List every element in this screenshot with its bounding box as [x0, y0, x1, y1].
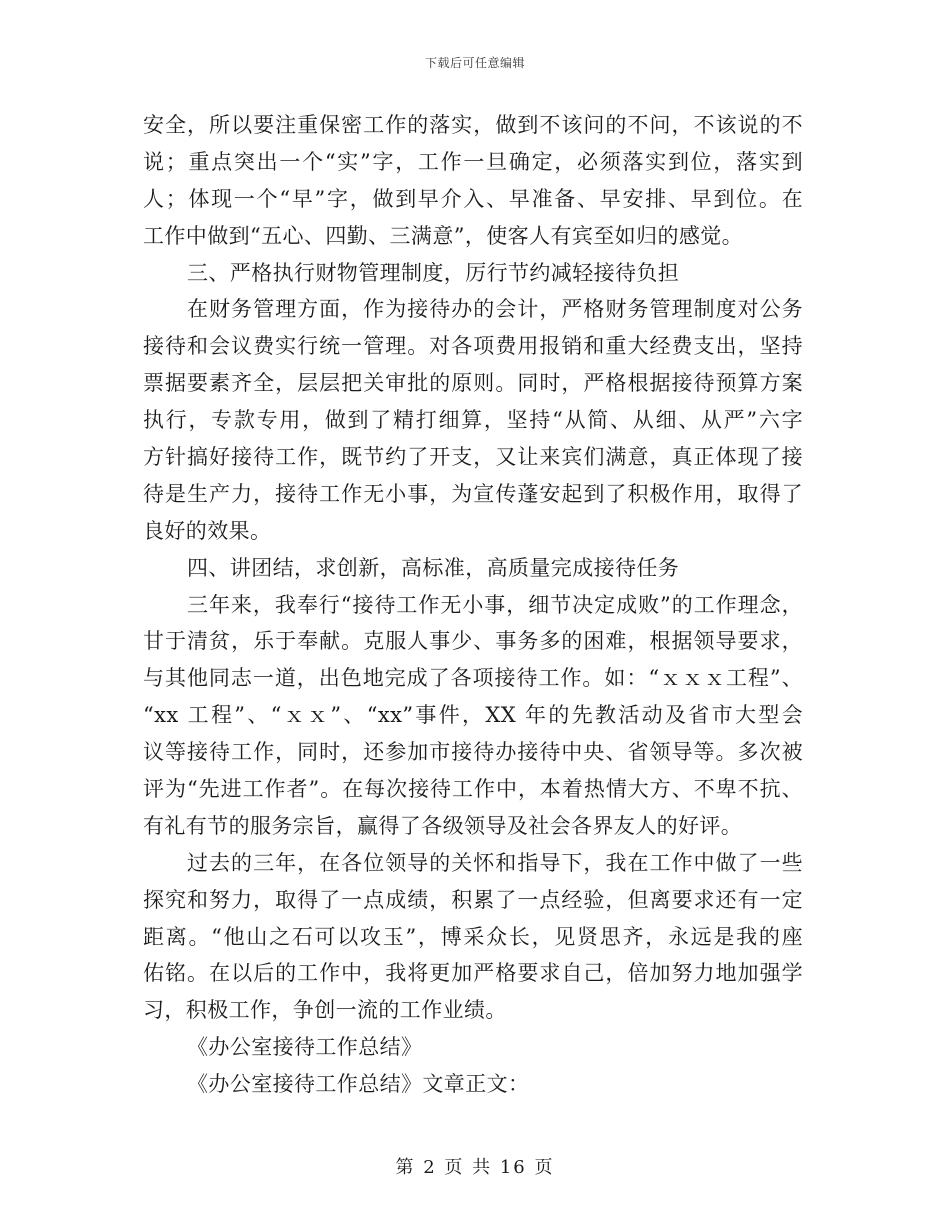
text-line: 过去的三年，在各位领导的关怀和指导下，我在工作中做了一些 [187, 850, 803, 875]
text-line: 《办公室接待工作总结》文章正文： [187, 1072, 530, 1097]
text-line: 习，积极工作，争创一流的工作业绩。 [143, 998, 507, 1023]
text-line: 安全，所以要注重保密工作的落实，做到不该问的不问，不该说的不 [143, 113, 803, 137]
text-line: 说；重点突出一个“实”字，工作一旦确定，必须落实到位，落实到 [143, 149, 803, 174]
text-line: 票据要素齐全，层层把关审批的原则。同时，严格根据接待预算方案 [143, 371, 803, 396]
text-line: 探究和努力，取得了一点成绩，积累了一点经验，但离要求还有一定 [143, 887, 803, 912]
text-line: 在财务管理方面，作为接待办的会计，严格财务管理制度对公务 [187, 297, 803, 322]
text-line: 执行，专款专用，做到了精打细算，坚持“从简、从细、从严”六字 [143, 408, 803, 433]
text-line: 工作中做到“五心、四勤、三满意”，使客人有宾至如归的感觉。 [143, 223, 744, 248]
text-line: 有礼有节的服务宗旨，赢得了各级领导及社会各界友人的好评。 [143, 813, 743, 838]
page-header: 下载后可任意编辑 [424, 56, 525, 70]
text-line: 待是生产力，接待工作无小事，为宣传蓬安起到了积极作用，取得了 [143, 481, 803, 506]
text-line: 佑铭。在以后的工作中，我将更加严格要求自己，倍加努力地加强学 [143, 961, 803, 986]
text-line: 距离。“他山之石可以攻玉”，博采众长，见贤思齐，永远是我的座 [143, 924, 803, 949]
text-line: 人；体现一个“早”字，做到早介入、早准备、早安排、早到位。在 [143, 186, 803, 211]
text-line: 《办公室接待工作总结》 [187, 1035, 423, 1060]
text-line: 良好的效果。 [143, 518, 272, 543]
text-line: 方针搞好接待工作，既节约了开支，又让来宾们满意，真正体现了接 [143, 445, 803, 470]
document-body [143, 107, 803, 1103]
text-line: 四、讲团结，求创新，高标准，高质量完成接待任务 [187, 555, 680, 580]
page-footer: 第 2 页 共 16 页 [395, 1157, 555, 1178]
text-line: 评为“先进工作者”。在每次接待工作中，本着热情大方、不卑不抗、 [143, 777, 803, 802]
text-line: 甘于清贫，乐于奉献。克服人事少、事务多的困难，根据领导要求， [143, 629, 803, 654]
text-line: 三、严格执行财物管理制度，厉行节约减轻接待负担 [187, 260, 680, 285]
text-line: 议等接待工作，同时，还参加市接待办接待中央、省领导等。多次被 [143, 740, 803, 765]
text-line: 三年来，我奉行“接待工作无小事，细节决定成败”的工作理念， [187, 592, 803, 617]
text-line: “xx 工程”、“ｘｘ”、“xx”事件，XX 年的先教活动及省市大型会 [143, 703, 803, 728]
text-line: 接待和会议费实行统一管理。对各项费用报销和重大经费支出，坚持 [143, 334, 803, 359]
text-line: 与其他同志一道，出色地完成了各项接待工作。如：“ｘｘｘ工程”、 [143, 666, 803, 691]
